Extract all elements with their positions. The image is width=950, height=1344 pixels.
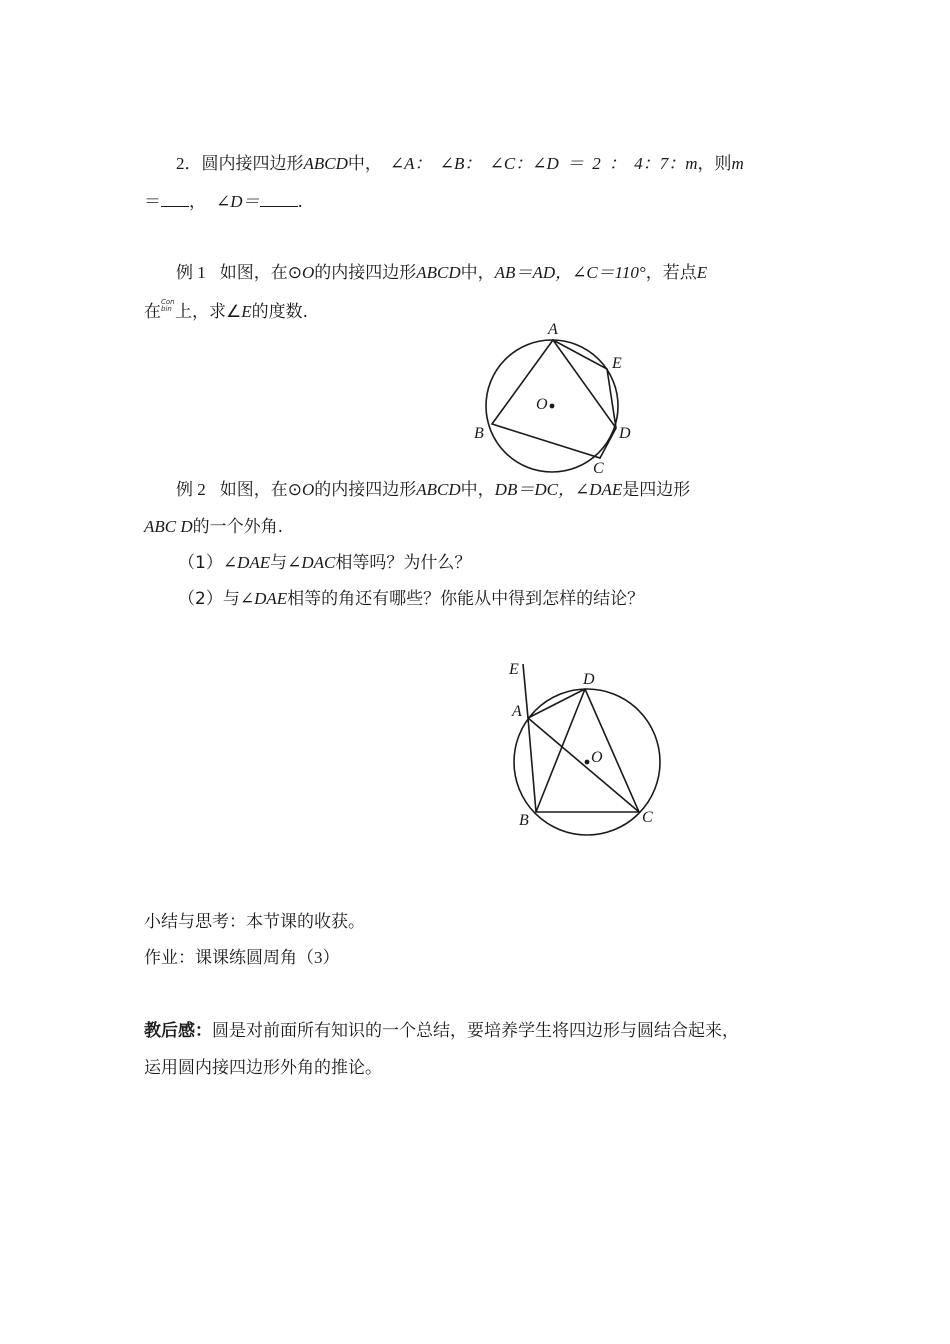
reflection-label: 教后感：	[144, 1021, 212, 1041]
fig1-label-c: C	[593, 460, 604, 477]
q2-blank-d[interactable]	[260, 190, 298, 207]
ex2-q2-end: 相等的角还有哪些？你能从中得到怎样的结论？	[287, 589, 645, 609]
fig2-label-o: O	[591, 749, 603, 766]
ex2-text-2: 的内接四边形	[314, 480, 417, 500]
fig2-center-dot	[585, 760, 590, 765]
q2-comma: ，	[189, 192, 206, 212]
arc-symbol: Con bin	[161, 298, 175, 313]
ex2-text-5: 的一个外角.	[192, 517, 284, 537]
ex2-q2	[178, 587, 644, 611]
q2-ratio: ∠A： ∠B： ∠C：∠D ＝ 2 ： 4：7：m	[389, 154, 698, 173]
fig2-label-c: C	[642, 809, 653, 826]
fig1-label-e: E	[612, 355, 622, 372]
fig1-label-o: O	[536, 396, 548, 413]
ex2-line-2	[144, 515, 283, 539]
ex1-quad: ABCD	[416, 263, 461, 282]
figure-2-cyclic-quadrilateral	[496, 650, 672, 836]
ex2-condition: DB＝DC，∠DAE	[494, 480, 623, 499]
fig1-center-dot	[550, 404, 555, 409]
q2-eq1: ＝	[144, 192, 161, 212]
ex2-q2-num: （2）与	[178, 589, 240, 609]
ex2-line-1	[176, 478, 690, 502]
homework-label: 作业：课课练圆周角（	[144, 948, 314, 968]
fig2-label-e: E	[509, 661, 519, 678]
homework-line	[144, 946, 340, 970]
ex2-q2-angle: ∠DAE	[239, 589, 288, 608]
ex1-zai: 在	[144, 302, 161, 322]
ex1-line-1	[176, 261, 707, 285]
fig2-label-d: D	[583, 671, 595, 688]
summary-line: 小结与思考：本节课的收获。	[144, 912, 365, 932]
reflection-text-1: 圆是对前面所有知识的一个总结，要培养学生将四边形与圆结合起来，	[212, 1021, 739, 1041]
ex1-text-4: ，若点	[645, 263, 697, 283]
ex2-q1	[178, 551, 471, 575]
reflection-line-2: 运用圆内接四边形外角的推论。	[144, 1058, 382, 1078]
ex1-line-2	[144, 299, 308, 324]
homework-end: ）	[322, 948, 340, 968]
q2-blank-m[interactable]	[161, 190, 189, 207]
q2-text-3: ，则	[697, 154, 732, 174]
ex1-text-5: 上，求∠	[175, 302, 242, 322]
ex2-quad: ABCD	[416, 480, 461, 499]
ex1-text-1: 如图，在⊙	[219, 263, 302, 283]
q2-line-1	[176, 152, 744, 176]
ex1-label: 例 1	[176, 263, 206, 282]
ex1-text-2: 的内接四边形	[314, 263, 417, 283]
ex1-e: E	[696, 263, 708, 282]
ex2-quad-2: ABC D	[144, 517, 193, 536]
fig1-label-d: D	[619, 425, 631, 442]
fig2-line-ea	[523, 664, 528, 718]
reflection-line-1	[144, 1019, 739, 1043]
q2-m: m	[731, 154, 744, 173]
fig1-label-b: B	[474, 425, 484, 442]
q2-text-2: 中，	[347, 154, 382, 174]
fig2-diagonal-db	[536, 689, 585, 812]
ex2-label: 例 2	[176, 480, 206, 499]
ex2-q1-angle-b: ∠DAC	[287, 553, 336, 572]
ex2-q1-end: 相等吗？为什么？	[335, 553, 472, 573]
fig2-quadrilateral	[528, 689, 639, 812]
homework-number: 3	[314, 948, 323, 967]
fig1-label-a: A	[548, 321, 558, 338]
ex2-text-3: 中，	[460, 480, 495, 500]
q2-quad: ABCD	[303, 154, 348, 173]
fig2-label-b: B	[519, 812, 529, 829]
q2-text-1: 圆内接四边形	[201, 154, 304, 174]
q2-period: .	[297, 192, 303, 212]
q2-line-2	[144, 190, 303, 214]
ex1-condition: AB＝AD，∠C＝110°	[494, 263, 646, 282]
fig2-label-a: A	[512, 703, 522, 720]
q2-number: 2．	[176, 154, 202, 173]
fig2-diagonal-ac	[528, 718, 639, 812]
ex2-q1-mid: 与	[270, 553, 288, 573]
ex2-o: O	[302, 480, 315, 499]
ex1-text-3: 中，	[460, 263, 495, 283]
ex2-text-4: 是四边形	[622, 480, 691, 500]
ex1-o: O	[302, 263, 315, 282]
figure-1-cyclic-quadrilateral	[462, 312, 642, 482]
ex2-q1-angle-a: ∠DAE	[222, 553, 271, 572]
ex2-q1-num: （1）	[178, 553, 223, 573]
ex2-text-1: 如图，在⊙	[219, 480, 302, 500]
ex1-text-6: 的度数.	[251, 302, 309, 322]
q2-angle-d: ∠D＝	[216, 192, 260, 211]
ex1-e2: E	[241, 302, 252, 321]
